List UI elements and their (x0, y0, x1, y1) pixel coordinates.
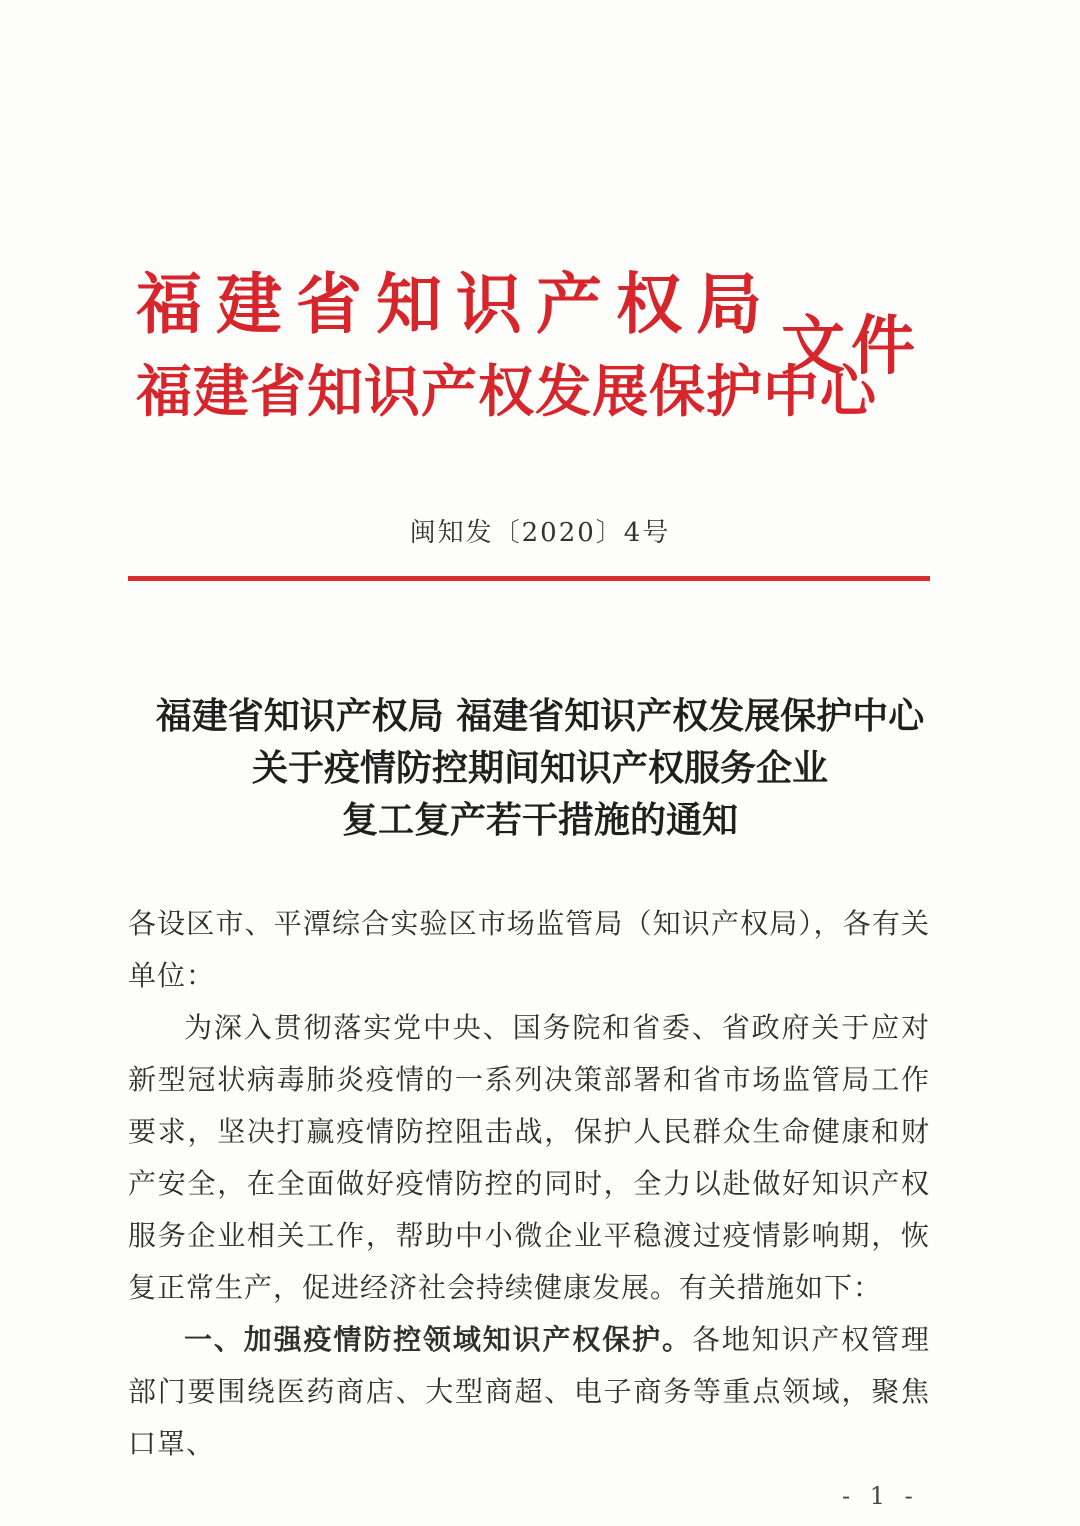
body-paragraph-2 (128, 1314, 930, 1470)
title-line-2: 关于疫情防控期间知识产权服务企业 (251, 747, 828, 789)
masthead-issuer-1: 福建省知识产权局 (136, 265, 776, 343)
red-divider-line (128, 576, 930, 581)
page-number: - 1 - (842, 1482, 919, 1510)
document-number: 闽知发〔2020〕4号 (409, 518, 671, 548)
red-masthead (136, 262, 936, 442)
document-title (0, 690, 1080, 846)
salutation: 各设区市、平潭综合实验区市场监管局（知识产权局），各有关单位： (128, 907, 930, 992)
paragraph-2-heading: 一、加强疫情防控领域知识产权保护。 (184, 1323, 692, 1356)
masthead-suffix: 文件 (781, 309, 921, 384)
title-line-3: 复工复产若干措施的通知 (341, 799, 738, 841)
paragraph-2-text: 各地知识产权管理部门要围绕医药商店、大型商超、电子商务等重点领域，聚焦口罩、 (128, 1323, 930, 1460)
body-paragraph-1: 为深入贯彻落实党中央、国务院和省委、省政府关于应对新型冠状病毒肺炎疫情的一系列决策部署和省市场监管局工作要求，坚决打赢疫情防控阻击战，保护人民群众生命健康和财产安全，在全面做好疫情防控的同时，全力以赴做好知识产权服务企业相关工作，帮助中小微企业平稳渡过疫情影响期，恢复正常生产，促进经济社会持续健康发展。有关措施如下： (128, 1011, 930, 1304)
document-body (128, 898, 930, 1470)
title-line-1: 福建省知识产权局 福建省知识产权发展保护中心 (155, 695, 925, 737)
masthead-issuer-2: 福建省知识产权发展保护中心 (136, 359, 877, 425)
